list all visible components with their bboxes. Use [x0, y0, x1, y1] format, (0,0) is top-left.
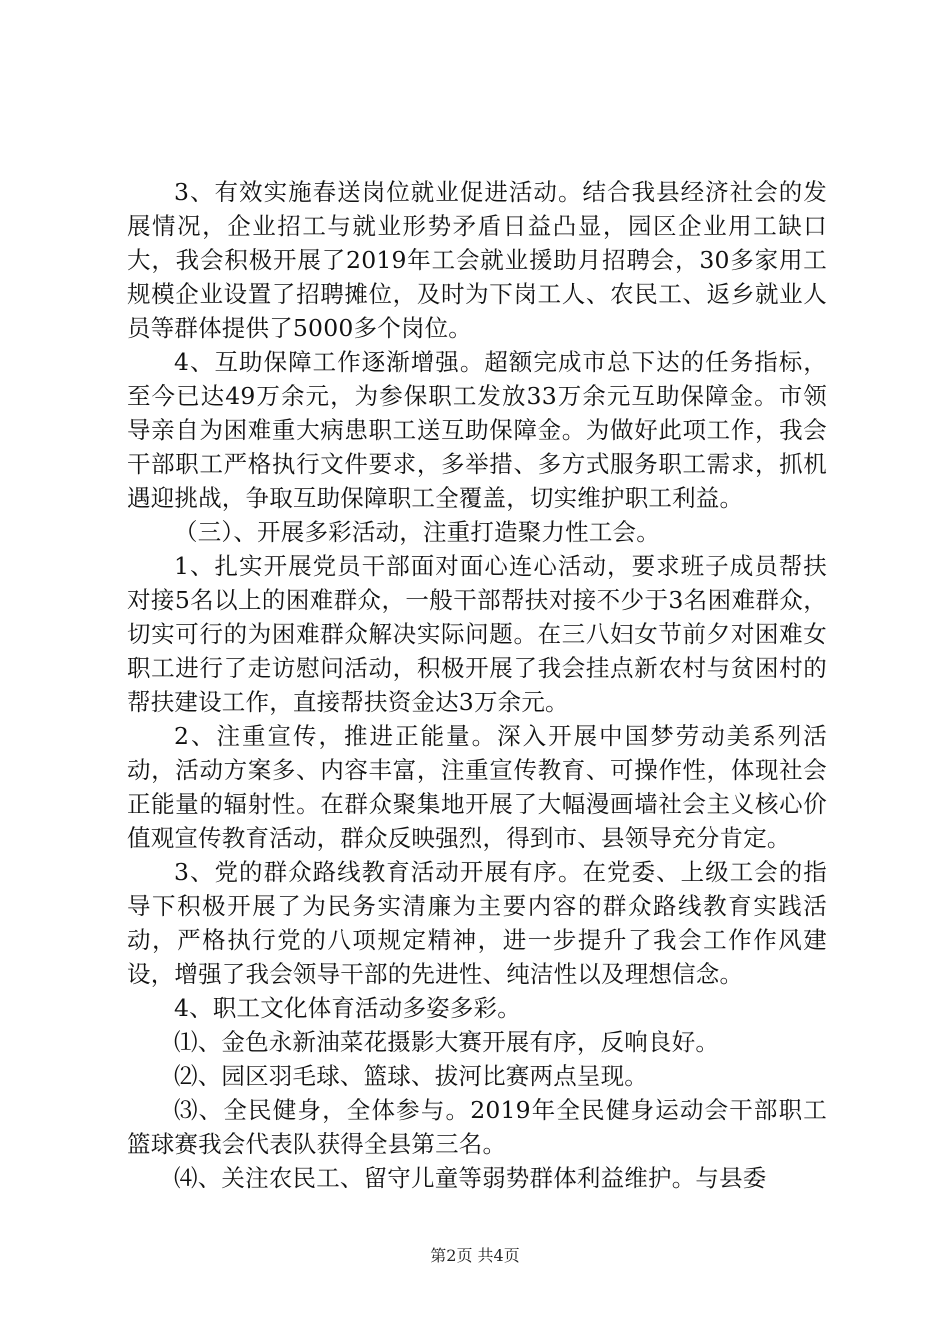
paragraph-mutual-aid: 4、互助保障工作逐渐增强。超额完成市总下达的任务指标，至今已达49万余元，为参保职工发放33万余元互助保障金。市领导亲自为困难重大病患职工送互助保障金。为做好此项工作，我会干部职工严格执行文件要求，多举措、多方式服务职工需求，抓机遇迎挑战，争取互助保障职工全覆盖，切实维护职工利益。 [127, 348, 827, 512]
list-item-vulnerable-groups: ⑷、关注农民工、留守儿童等弱势群体利益维护。与县委 [174, 1164, 767, 1192]
list-item-ball-games: ⑵、园区羽毛球、篮球、拔河比赛两点呈现。 [174, 1062, 648, 1090]
paragraph-spring-employment: 3、有效实施春送岗位就业促进活动。结合我县经济社会的发展情况，企业招工与就业形势矛盾日益凸显，园区企业用工缺口大，我会积极开展了2019年工会就业援助月招聘会，30多家用工规模企业设置了招聘摊位，及时为下岗工人、农民工、返乡就业人员等群体提供了5000多个岗位。 [127, 178, 827, 342]
page-number-footer: 第2页 共4页 [430, 1246, 520, 1265]
document-body [127, 175, 827, 1195]
paragraph-culture-sports: 4、职工文化体育活动多姿多彩。 [174, 994, 521, 1022]
list-item-fitness: ⑶、全民健身，全体参与。2019年全民健身运动会干部职工篮球赛我会代表队获得全县第三名。 [127, 1096, 827, 1158]
list-item-photography: ⑴、金色永新油菜花摄影大赛开展有序，反响良好。 [174, 1028, 720, 1056]
section-heading-activities: （三）、开展多彩活动，注重打造聚力性工会。 [174, 518, 660, 546]
paragraph-mass-line: 3、党的群众路线教育活动开展有序。在党委、上级工会的指导下积极开展了为民务实清廉为主要内容的群众路线教育实践活动，严格执行党的八项规定精神，进一步提升了我会工作作风建设，增强了我会领导干部的先进性、纯洁性以及理想信念。 [127, 858, 827, 988]
paragraph-publicity: 2、注重宣传，推进正能量。深入开展中国梦劳动美系列活动，活动方案多、内容丰富，注重宣传教育、可操作性，体现社会正能量的辐射性。在群众聚集地开展了大幅漫画墙社会主义核心价值观宣传教育活动，群众反映强烈，得到市、县领导充分肯定。 [127, 722, 827, 852]
paragraph-face-to-face: 1、扎实开展党员干部面对面心连心活动，要求班子成员帮扶对接5名以上的困难群众，一般干部帮扶对接不少于3名困难群众，切实可行的为困难群众解决实际问题。在三八妇女节前夕对困难女职工进行了走访慰问活动，积极开展了我会挂点新农村与贫困村的帮扶建设工作，直接帮扶资金达3万余元。 [127, 552, 827, 716]
